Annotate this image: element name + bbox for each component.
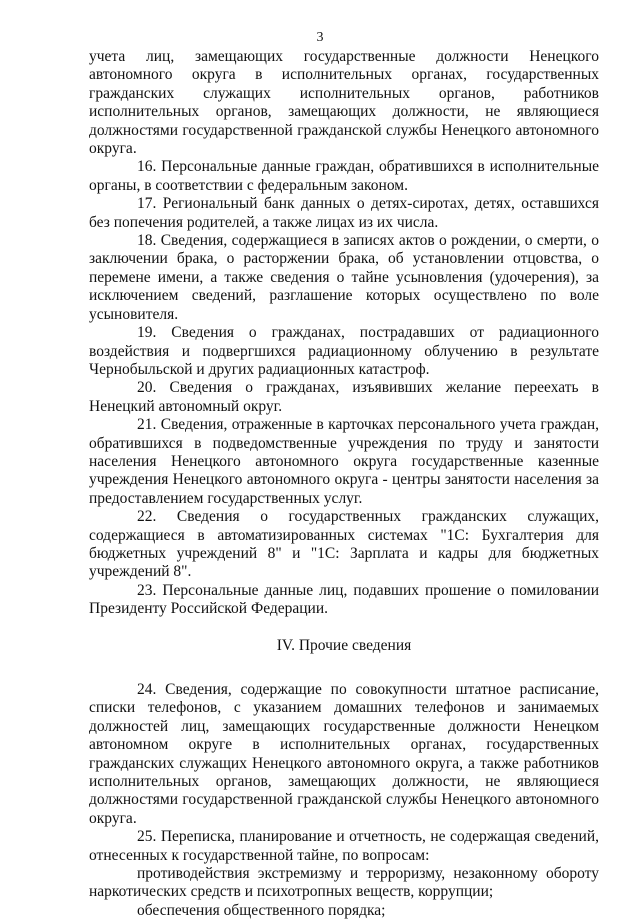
paragraph-24: 24. Сведения, содержащие по совокупности штатное расписание, списки телефонов, с указанием домашних телефонов и занимаемых должностей лиц, замещающих государственные должности Ненецком автономном округе в исполнительных органах, государственных гражданских служащих Ненецкого автономного округа, а также работников исполнительных органов, замещающих должности, не являющиеся должностями государственной гражданской службы Ненецкого автономного округа. xyxy=(89,681,599,827)
paragraph-18: 18. Сведения, содержащиеся в записях актов о рождении, о смерти, о заключении брака, о расторжении брака, об установлении отцовства, о перемене имени, а также сведения о тайне усыновления (удочерения), за исключением сведений, разглашение которых осуществлено по воле усыновителя. xyxy=(89,232,599,323)
paragraph-continuation: учета лиц, замещающих государственные должности Ненецкого автономного округа в исполнительных органах, государственных гражданских служащих исполнительных органов, работников исполнительных органов, замещающих должности, не являющиеся должностями государственной гражданской службы Ненецкого автономного округа. xyxy=(89,48,599,158)
paragraph-20: 20. Сведения о гражданах, изъявивших желание переехать в Ненецкий автономный округ. xyxy=(89,379,599,415)
paragraph-25: 25. Переписка, планирование и отчетность, не содержащая сведений, отнесенных к государственной тайне, по вопросам: xyxy=(89,828,599,864)
paragraph-25-item-b: обеспечения общественного порядка; xyxy=(137,901,386,919)
paragraph-25-item-a: противодействия экстремизму и терроризму, незаконному обороту наркотических средств и психотропных веществ, коррупции; xyxy=(89,865,599,901)
document-body xyxy=(89,48,599,920)
page-number: 3 xyxy=(316,30,324,45)
paragraph-22: 22. Сведения о государственных гражданских служащих, содержащиеся в автоматизированных системах "1С: Бухгалтерия для бюджетных учреждений 8" и "1С: Зарплата и кадры для бюджетных учреждений 8". xyxy=(89,508,599,581)
section-heading: IV. Прочие сведения xyxy=(276,636,412,654)
paragraph-16: 16. Персональные данные граждан, обратившихся в исполнительные органы, в соответствии с федеральным законом. xyxy=(89,158,599,194)
paragraph-17: 17. Региональный банк данных о детях-сиротах, детях, оставшихся без попечения родителей, а также лицах из их числа. xyxy=(89,195,599,231)
paragraph-19: 19. Сведения о гражданах, пострадавших от радиационного воздействия и подвергшихся радиационному облучению в результате Чернобыльской и других радиационных катастроф. xyxy=(89,324,599,378)
paragraph-21: 21. Сведения, отраженные в карточках персонального учета граждан, обратившихся в подведомственные учреждения по труду и занятости населения Ненецкого автономного округа государственные казенные учреждения Ненецкого автономного округа - центры занятости населения за предоставлением государственных услуг. xyxy=(89,416,599,507)
paragraph-23: 23. Персональные данные лиц, подавших прошение о помиловании Президенту Российской Федерации. xyxy=(89,581,599,618)
